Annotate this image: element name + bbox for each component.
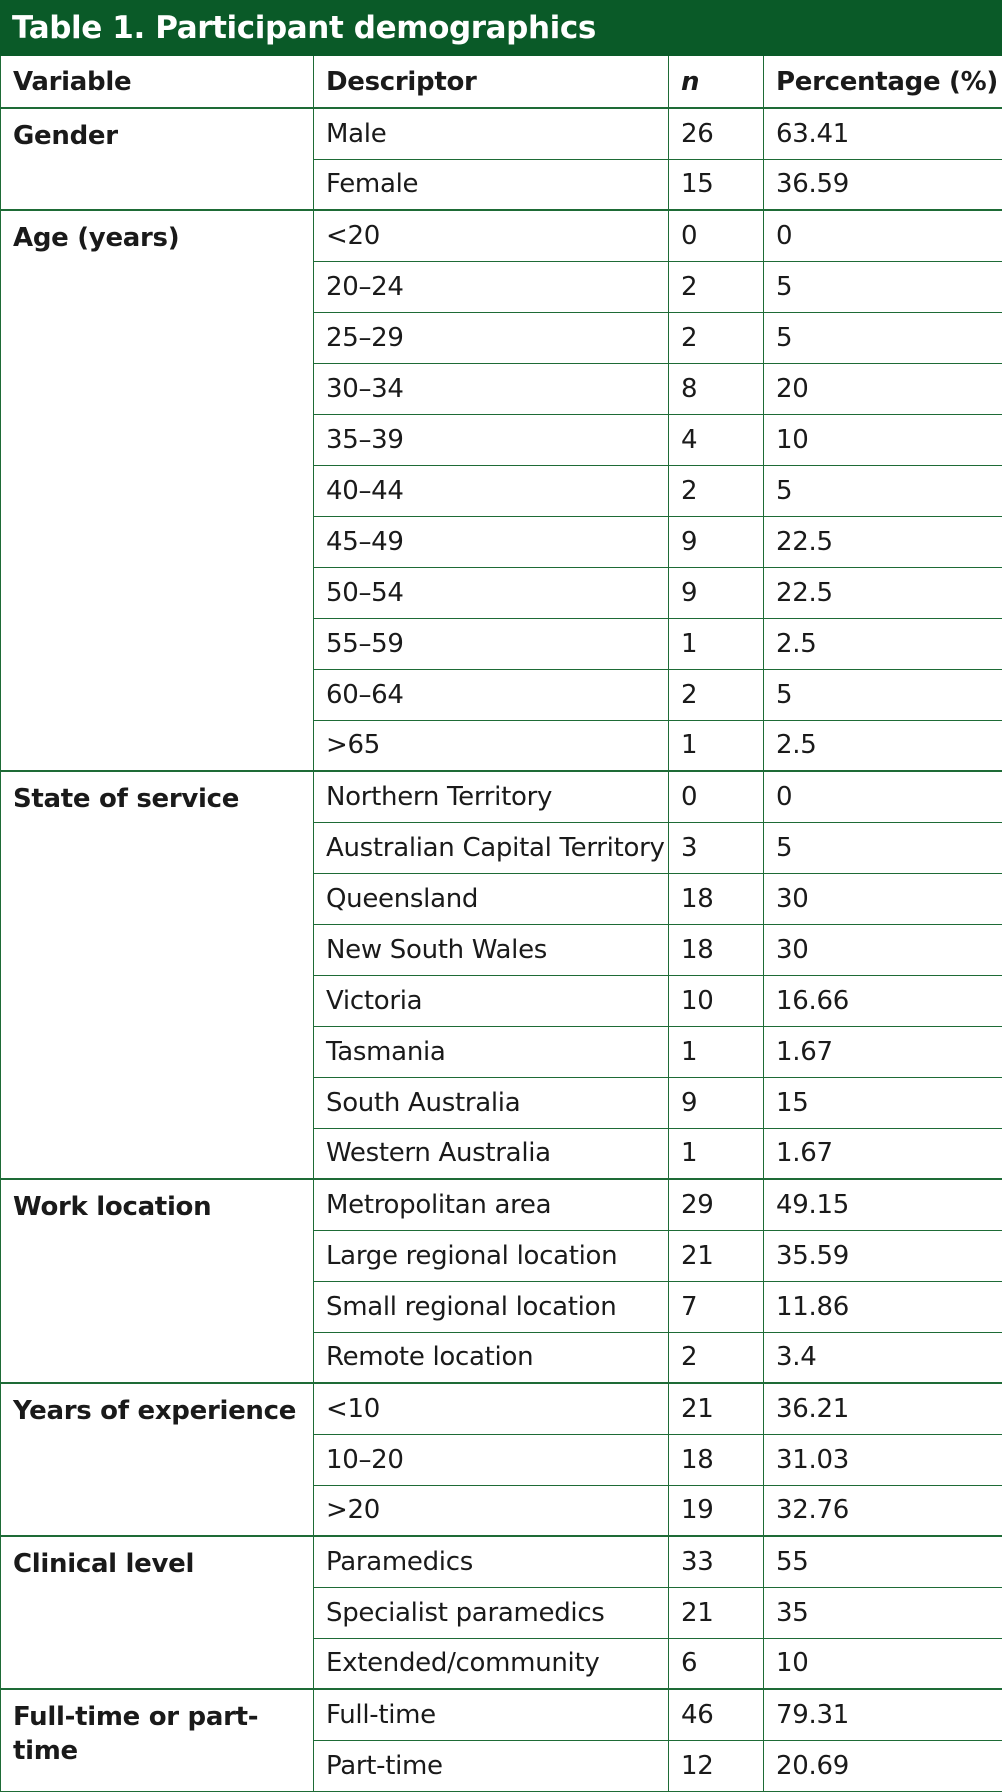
n-cell: 21 [669, 1383, 764, 1434]
header-descriptor: Descriptor [314, 56, 669, 108]
percentage-cell: 1.67 [764, 1128, 1002, 1179]
n-cell: 18 [669, 873, 764, 924]
descriptor-cell: 40–44 [314, 465, 669, 516]
demographics-table [0, 56, 1002, 1792]
n-cell: 6 [669, 1638, 764, 1689]
n-cell: 8 [669, 363, 764, 414]
descriptor-cell: Australian Capital Territory [314, 822, 669, 873]
header-n: n [669, 56, 764, 108]
variable-cell: Gender [1, 108, 314, 210]
percentage-cell: 16.66 [764, 975, 1002, 1026]
percentage-cell: 20.69 [764, 1740, 1002, 1791]
header-percentage: Percentage (%) [764, 56, 1002, 108]
n-cell: 1 [669, 1026, 764, 1077]
n-cell: 0 [669, 210, 764, 261]
percentage-cell: 35.59 [764, 1230, 1002, 1281]
n-cell: 21 [669, 1230, 764, 1281]
variable-cell: Work location [1, 1179, 314, 1383]
percentage-cell: 36.59 [764, 159, 1002, 210]
n-cell: 10 [669, 975, 764, 1026]
table-body [1, 108, 1002, 1791]
variable-cell: Years of experience [1, 1383, 314, 1536]
descriptor-cell: <10 [314, 1383, 669, 1434]
percentage-cell: 30 [764, 873, 1002, 924]
descriptor-cell: 30–34 [314, 363, 669, 414]
descriptor-cell: Metropolitan area [314, 1179, 669, 1230]
n-cell: 1 [669, 1128, 764, 1179]
variable-cell: Age (years) [1, 210, 314, 771]
n-cell: 26 [669, 108, 764, 159]
percentage-cell: 22.5 [764, 567, 1002, 618]
descriptor-cell: Male [314, 108, 669, 159]
descriptor-cell: 35–39 [314, 414, 669, 465]
table-row [1, 1179, 1002, 1230]
descriptor-cell: >20 [314, 1485, 669, 1536]
n-cell: 18 [669, 924, 764, 975]
percentage-cell: 20 [764, 363, 1002, 414]
descriptor-cell: Female [314, 159, 669, 210]
percentage-cell: 35 [764, 1587, 1002, 1638]
descriptor-cell: Western Australia [314, 1128, 669, 1179]
descriptor-cell: <20 [314, 210, 669, 261]
descriptor-cell: Tasmania [314, 1026, 669, 1077]
n-cell: 4 [669, 414, 764, 465]
n-cell: 2 [669, 312, 764, 363]
descriptor-cell: Small regional location [314, 1281, 669, 1332]
percentage-cell: 5 [764, 822, 1002, 873]
percentage-cell: 55 [764, 1536, 1002, 1587]
table-row [1, 771, 1002, 822]
descriptor-cell: Full-time [314, 1689, 669, 1740]
table-title: Table 1. Participant demographics [0, 0, 1002, 56]
descriptor-cell: Paramedics [314, 1536, 669, 1587]
percentage-cell: 10 [764, 1638, 1002, 1689]
n-cell: 7 [669, 1281, 764, 1332]
descriptor-cell: 25–29 [314, 312, 669, 363]
percentage-cell: 10 [764, 414, 1002, 465]
percentage-cell: 0 [764, 771, 1002, 822]
n-cell: 33 [669, 1536, 764, 1587]
header-variable: Variable [1, 56, 314, 108]
descriptor-cell: Victoria [314, 975, 669, 1026]
n-cell: 12 [669, 1740, 764, 1791]
n-cell: 19 [669, 1485, 764, 1536]
variable-cell: Full-time or part-time [1, 1689, 314, 1791]
table-row [1, 108, 1002, 159]
descriptor-cell: Northern Territory [314, 771, 669, 822]
descriptor-cell: Part-time [314, 1740, 669, 1791]
table-row [1, 210, 1002, 261]
descriptor-cell: Specialist paramedics [314, 1587, 669, 1638]
n-cell: 2 [669, 1332, 764, 1383]
descriptor-cell: 50–54 [314, 567, 669, 618]
descriptor-cell: 20–24 [314, 261, 669, 312]
n-cell: 18 [669, 1434, 764, 1485]
percentage-cell: 0 [764, 210, 1002, 261]
n-cell: 29 [669, 1179, 764, 1230]
percentage-cell: 30 [764, 924, 1002, 975]
n-cell: 2 [669, 261, 764, 312]
n-cell: 9 [669, 516, 764, 567]
percentage-cell: 5 [764, 261, 1002, 312]
n-cell: 46 [669, 1689, 764, 1740]
table-header [1, 56, 1002, 108]
n-cell: 21 [669, 1587, 764, 1638]
table-row [1, 1383, 1002, 1434]
percentage-cell: 3.4 [764, 1332, 1002, 1383]
variable-cell: State of service [1, 771, 314, 1179]
percentage-cell: 22.5 [764, 516, 1002, 567]
descriptor-cell: 60–64 [314, 669, 669, 720]
n-cell: 9 [669, 567, 764, 618]
percentage-cell: 79.31 [764, 1689, 1002, 1740]
descriptor-cell: 55–59 [314, 618, 669, 669]
n-cell: 1 [669, 618, 764, 669]
percentage-cell: 2.5 [764, 720, 1002, 771]
percentage-cell: 15 [764, 1077, 1002, 1128]
n-cell: 2 [669, 669, 764, 720]
descriptor-cell: 45–49 [314, 516, 669, 567]
n-cell: 2 [669, 465, 764, 516]
descriptor-cell: Queensland [314, 873, 669, 924]
n-cell: 0 [669, 771, 764, 822]
percentage-cell: 5 [764, 669, 1002, 720]
n-cell: 3 [669, 822, 764, 873]
n-cell: 1 [669, 720, 764, 771]
descriptor-cell: South Australia [314, 1077, 669, 1128]
header-row [1, 56, 1002, 108]
percentage-cell: 2.5 [764, 618, 1002, 669]
table-row [1, 1536, 1002, 1587]
percentage-cell: 5 [764, 312, 1002, 363]
descriptor-cell: Large regional location [314, 1230, 669, 1281]
percentage-cell: 49.15 [764, 1179, 1002, 1230]
descriptor-cell: New South Wales [314, 924, 669, 975]
percentage-cell: 11.86 [764, 1281, 1002, 1332]
percentage-cell: 1.67 [764, 1026, 1002, 1077]
percentage-cell: 36.21 [764, 1383, 1002, 1434]
percentage-cell: 5 [764, 465, 1002, 516]
descriptor-cell: Extended/community [314, 1638, 669, 1689]
percentage-cell: 63.41 [764, 108, 1002, 159]
percentage-cell: 32.76 [764, 1485, 1002, 1536]
variable-cell: Clinical level [1, 1536, 314, 1689]
descriptor-cell: >65 [314, 720, 669, 771]
descriptor-cell: Remote location [314, 1332, 669, 1383]
descriptor-cell: 10–20 [314, 1434, 669, 1485]
percentage-cell: 31.03 [764, 1434, 1002, 1485]
n-cell: 9 [669, 1077, 764, 1128]
table-row [1, 1689, 1002, 1740]
n-cell: 15 [669, 159, 764, 210]
